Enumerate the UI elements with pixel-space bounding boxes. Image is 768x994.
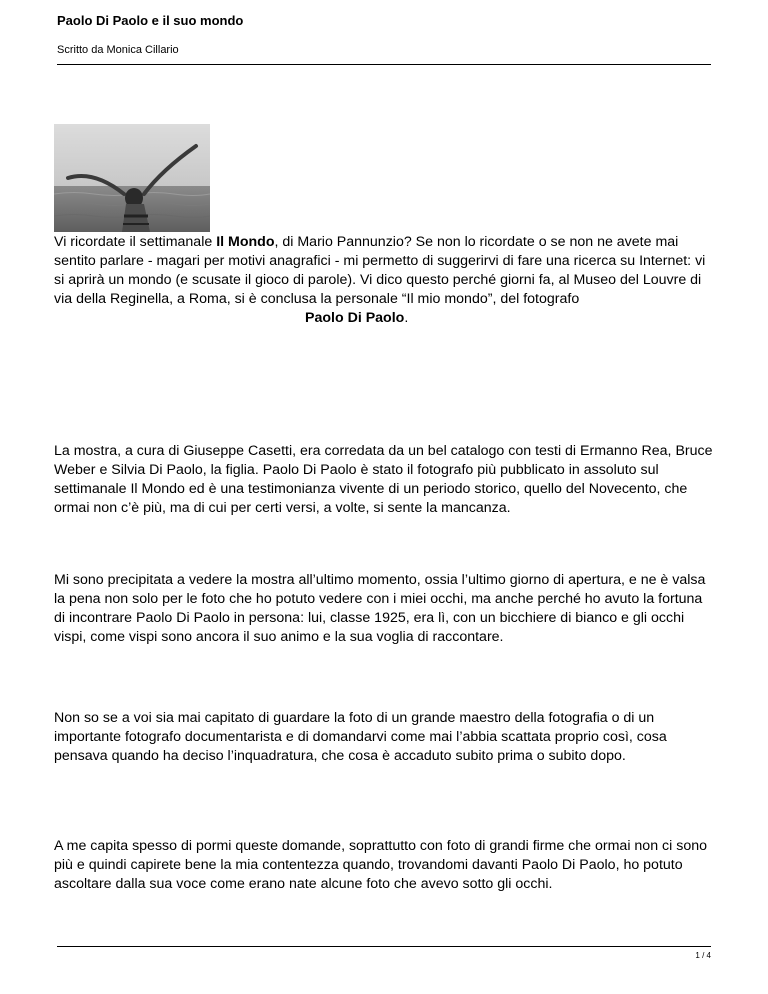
- article-photo: [54, 124, 210, 232]
- woman-at-beach-photo: [54, 124, 210, 232]
- page-number: 1 / 4: [695, 951, 711, 960]
- photographer-name: Paolo Di Paolo: [305, 310, 405, 326]
- paragraph-intro: [54, 233, 714, 328]
- intro-text-2: , di Mario Pannunzio? Se non lo ricordate o se non ne avete mai sentito parlare - magari per motivi anagrafici - mi permetto di suggerirvi di fare una ricerca su Internet: vi si aprirà un mondo (e scusate il gioco di parole). Vi dico questo perché giorni fa, al Museo del Louvre di via della Reginella, a Roma, si è conclusa la personale “Il mio mondo”, del fotografo: [54, 234, 706, 307]
- paragraph-text: Non so se a voi sia mai capitato di guardare la foto di un grande maestro della fotografia o di un importante fotografo documentarista e di domandarvi come mai l’abbia scattata proprio così, cosa pensava quando ha deciso l’inquadratura, che cosa è accaduto subito prima o subito dopo.: [54, 710, 667, 764]
- magazine-name: Il Mondo: [216, 234, 275, 250]
- author-byline: Scritto da Monica Cillario: [57, 44, 179, 56]
- paragraph-visit: [54, 571, 714, 647]
- document-title: Paolo Di Paolo e il suo mondo: [57, 13, 244, 28]
- intro-text-1: Vi ricordate il settimanale: [54, 234, 217, 250]
- footer-divider: [57, 946, 711, 947]
- paragraph-text: La mostra, a cura di Giuseppe Casetti, era corredata da un bel catalogo con testi di Ermanno Rea, Bruce Weber e Silvia Di Paolo, la figlia. Paolo Di Paolo è stato il fotografo più pubblicato in assoluto sul settimanale Il Mondo ed è una testimonianza vivente di un periodo storico, quello del Novecento, che ormai non c’è più, ma di cui per certi versi, a volte, si sente la mancanza.: [54, 443, 713, 516]
- header-divider: [57, 64, 711, 65]
- intro-text-3: .: [404, 310, 409, 326]
- paragraph-exhibition: [54, 442, 714, 518]
- paragraph-conclusion: [54, 837, 714, 894]
- paragraph-text: Mi sono precipitata a vedere la mostra all’ultimo momento, ossia l’ultimo giorno di apertura, e ne è valsa la pena non solo per le foto che ho potuto vedere con i miei occhi, ma anche perché ho avuto la fortuna di incontrare Paolo Di Paolo in persona: lui, classe 1925, era lì, con un bicchiere di bianco e gli occhi vispi, come vispi sono ancora il suo animo e la sua voglia di raccontare.: [54, 572, 706, 645]
- paragraph-question: [54, 709, 714, 766]
- paragraph-text: A me capita spesso di pormi queste domande, soprattutto con foto di grandi firme che ormai non ci sono più e quindi capirete bene la mia contentezza quando, trovandomi davanti Paolo Di Paolo, ho potuto ascoltare dalla sua voce come erano nate alcune foto che avevo sotto gli occhi.: [54, 838, 707, 892]
